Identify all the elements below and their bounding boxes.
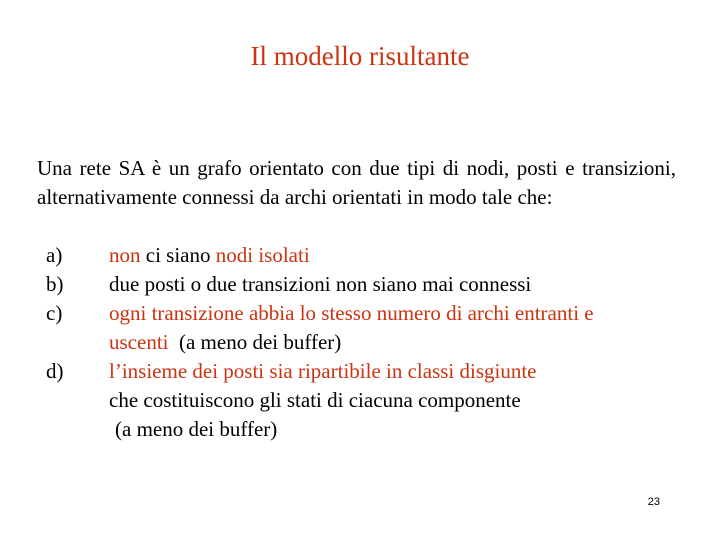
item-c-marker: c) xyxy=(46,301,63,325)
item-c-line2 xyxy=(109,328,341,357)
item-d-line2: che costituiscono gli stati di ciacuna componente xyxy=(109,388,521,412)
item-c-line2-buffer: (a meno dei buffer) xyxy=(168,330,342,354)
item-c-line2-uscenti: uscenti xyxy=(109,330,169,354)
item-d-line3: (a meno dei buffer) xyxy=(115,417,278,441)
item-a-text-non: non xyxy=(109,243,141,267)
item-d-marker: d) xyxy=(46,359,64,383)
item-a-marker: a) xyxy=(46,243,63,267)
item-b-marker: b) xyxy=(46,272,64,296)
item-a-text xyxy=(109,241,310,270)
item-c-line1: ogni transizione abbia lo stesso numero di archi entranti e xyxy=(109,301,594,325)
item-a-text-nodi-isolati: nodi isolati xyxy=(215,243,310,267)
intro-paragraph: Una rete SA è un grafo orientato con due tipi di nodi, posti e transizioni, alternativamente connessi da archi orientati in modo tale che: xyxy=(37,156,676,209)
item-d-line1: l’insieme dei posti sia ripartibile in classi disgiunte xyxy=(109,359,537,383)
item-b-text: due posti o due transizioni non siano mai connessi xyxy=(109,272,532,296)
page-number: 23 xyxy=(647,496,660,508)
slide-title: Il modello risultante xyxy=(250,41,470,71)
item-a-text-mid: ci siano xyxy=(140,243,216,267)
